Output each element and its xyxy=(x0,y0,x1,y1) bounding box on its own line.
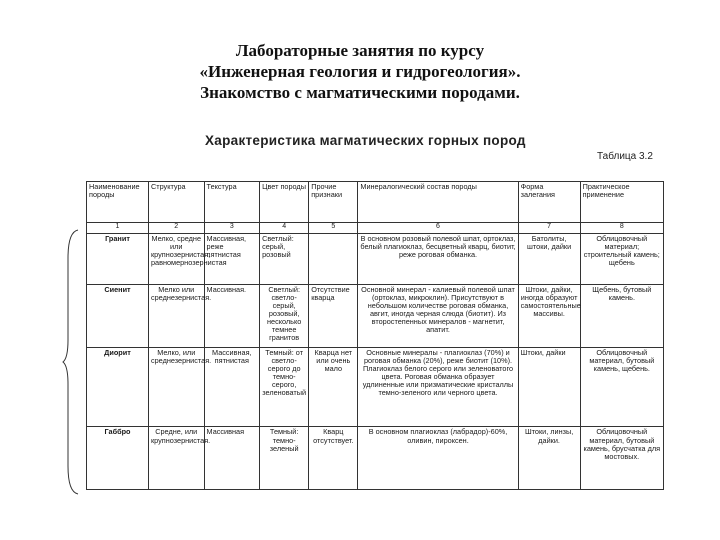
header-cell: Цвет породы xyxy=(260,182,309,223)
rock-name: Сиенит xyxy=(87,284,149,347)
table-cell: Средне, или крупнозернистая. xyxy=(148,427,204,490)
header-cell: Текстура xyxy=(204,182,260,223)
column-number: 4 xyxy=(260,223,309,234)
table-cell: В основном плагиоклаз (лабрадор)-60%, оливин, пироксен. xyxy=(358,427,518,490)
rock-characteristics-table xyxy=(86,181,664,490)
table-cell: Мелко, средне или крупнозернистая, равномернозернистая xyxy=(148,233,204,284)
table-cell: Массивная. xyxy=(204,284,260,347)
table-cell: Кварца нет или очень мало xyxy=(309,347,358,426)
column-number-row xyxy=(87,223,664,234)
table-cell: Мелко, или среднезернистая. xyxy=(148,347,204,426)
table-row-gabbro xyxy=(87,427,664,490)
header-cell: Практическое применение xyxy=(580,182,663,223)
column-number: 8 xyxy=(580,223,663,234)
table-cell: В основном розовый полевой шпат, ортоклаз, белый плагиоклаз, бесцветный кварц, биотит, реже роговая обманка. xyxy=(358,233,518,284)
rock-name: Диорит xyxy=(87,347,149,426)
table-title: Характеристика магматических горных пород xyxy=(205,133,526,148)
table-cell: Штоки, линзы, дайки. xyxy=(518,427,580,490)
title-line-2: «Инженерная геология и гидрогеология». xyxy=(199,62,521,81)
header-cell: Наименование породы xyxy=(87,182,149,223)
table-cell: Щебень, бутовый камень. xyxy=(580,284,663,347)
table-cell: Светлый: серый, розовый xyxy=(260,233,309,284)
brace-icon xyxy=(62,228,82,496)
table-cell: Штоки, дайки, иногда образуют самостоятельные массивы. xyxy=(518,284,580,347)
table-cell: Облицовочный материал, бутовый камень, брусчатка для мостовых. xyxy=(580,427,663,490)
title-line-1: Лабораторные занятия по курсу xyxy=(235,41,485,60)
table-cell: Облицовочный материал; строительный камень; щебень xyxy=(580,233,663,284)
table-cell: Штоки, дайки xyxy=(518,347,580,426)
table-cell: Основной минерал - калиевый полевой шпат (ортоклаз, микроклин). Присутствуют в небольшом количестве роговая обманка, авгит, иногда черная слюда (биотит). Из второстепенных минералов - магнетит, апатит. xyxy=(358,284,518,347)
column-number: 7 xyxy=(518,223,580,234)
table-cell: Облицовочный материал, бутовый камень, щебень. xyxy=(580,347,663,426)
table-cell: Мелко или среднезернистая. xyxy=(148,284,204,347)
rock-name: Габбро xyxy=(87,427,149,490)
table-row-granite xyxy=(87,233,664,284)
table-row-syenite xyxy=(87,284,664,347)
table-cell: Массивная, пятнистая xyxy=(204,347,260,426)
table-cell: Батолиты, штоки, дайки xyxy=(518,233,580,284)
column-number: 5 xyxy=(309,223,358,234)
table-cell: Темный: темно-зеленый xyxy=(260,427,309,490)
table-cell: Отсутствие кварца xyxy=(309,284,358,347)
table-header-row xyxy=(87,182,664,223)
header-cell: Форма залегания xyxy=(518,182,580,223)
table-cell: Темный: от светло-серого до темно-серого, зеленоватый xyxy=(260,347,309,426)
table-cell: Массивная, реже пятнистая xyxy=(204,233,260,284)
table-cell: Кварц отсутствует. xyxy=(309,427,358,490)
title-line-3: Знакомство с магматическими породами. xyxy=(200,83,520,102)
column-number: 1 xyxy=(87,223,149,234)
table-row-diorite xyxy=(87,347,664,426)
header-cell: Минералогический состав породы xyxy=(358,182,518,223)
column-number: 3 xyxy=(204,223,260,234)
table-cell: Основные минералы - плагиоклаз (70%) и роговая обманка (20%), реже биотит (10%). Плагиоклаз белого серого или зеленоватого цвета. Роговая обманка образует удлиненные или призматические кристаллы темно-зеленого или черного цвета. xyxy=(358,347,518,426)
page-title xyxy=(0,40,720,103)
table-cell: Светлый: светло-серый, розовый, несколько темнее гранитов xyxy=(260,284,309,347)
rock-name: Гранит xyxy=(87,233,149,284)
header-cell: Структура xyxy=(148,182,204,223)
table-cell xyxy=(309,233,358,284)
column-number: 6 xyxy=(358,223,518,234)
table-number: Таблица 3.2 xyxy=(597,151,653,162)
table-cell: Массивная xyxy=(204,427,260,490)
column-number: 2 xyxy=(148,223,204,234)
header-cell: Прочие признаки xyxy=(309,182,358,223)
